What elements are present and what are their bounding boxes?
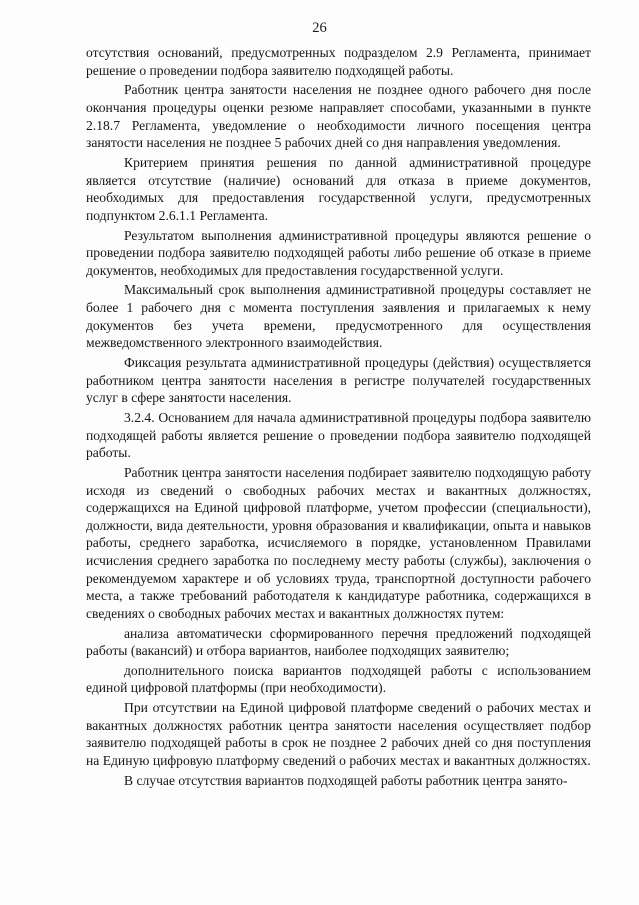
paragraph-no-vacancies: При отсутствии на Единой цифровой платформе сведений о рабочих местах и вакантных должностях работник центра занятости населения осуществляет подбор заявителю подходящей работы в срок не позднее 2 рабочих дней со дня поступления на Единую цифровую платформу сведений о рабочих местах и вакантных должностях. <box>86 700 591 769</box>
paragraph-continuation: отсутствия оснований, предусмотренных подразделом 2.9 Регламента, принимает решение о проведении подбора заявителю подходящей работы. <box>86 45 591 78</box>
paragraph-no-options: В случае отсутствия вариантов подходящей работы работник центра занято- <box>124 772 568 788</box>
paragraph-result-recording: Фиксация результата административной процедуры (действия) осуществляется работником центра занятости населения в регистре получателей государственных услуг в сфере занятости населения. <box>86 355 591 406</box>
paragraph-job-matching: Работник центра занятости населения подбирает заявителю подходящую работу исходя из сведений о свободных рабочих местах и вакантных должностях, содержащихся на Единой цифровой платформе, учетом профессии (специальности), должности, вида деятельности, уровня образования и квалификации, опыта и навыков работы, среднего заработка, исчисляемого в порядке, установленном Правилами исчисления среднего заработка по последнему месту работы (службы), заключения о рекомендуемом характере и об условиях труда, транспортной доступности рабочего места, а также требований работодателя к кандидатуре работника, содержащихся в сведениях о свободных рабочих местах и вакантных должностях путем: <box>86 464 591 621</box>
paragraph-procedure-result: Результатом выполнения административной процедуры являются решение о проведении подбора заявителю подходящей работы либо решение об отказе в приеме документов, необходимых для предоставления государственной услуги. <box>86 227 591 278</box>
paragraph-notification: Работник центра занятости населения не позднее одного рабочего дня после окончания процедуры оценки резюме направляет способами, указанными в пункте 2.18.7 Регламента, уведомление о необходимости личного посещения центра занятости населения не позднее 5 рабочих дней со дня направления уведомления. <box>86 82 591 151</box>
paragraph-list-item-analysis: анализа автоматически сформированного перечня предложений подходящей работы (вакансий) и отбора вариантов, наиболее подходящих заявителю; <box>86 625 591 659</box>
document-body <box>86 44 591 792</box>
paragraph-section-3-2-4: 3.2.4. Основанием для начала административной процедуры подбора заявителю подходящей работы является решение о проведении подбора заявителю подходящей работы. <box>86 410 591 461</box>
paragraph-list-item-search: дополнительного поиска вариантов подходящей работы с использованием единой цифровой платформы (при необходимости). <box>86 662 591 696</box>
paragraph-max-duration: Максимальный срок выполнения административной процедуры составляет не более 1 рабочего дня с момента поступления заявления и прилагаемых к нему документов без учета времени, предусмотренного для осуществления межведомственного электронного взаимодействия. <box>86 282 591 351</box>
page-number: 26 <box>312 20 327 36</box>
paragraph-decision-criterion: Критерием принятия решения по данной административной процедуре является отсутствие (наличие) оснований для отказа в приеме документов, необходимых для предоставления государственной услуги, предусмотренных подпунктом 2.6.1.1 Регламента. <box>86 154 591 223</box>
